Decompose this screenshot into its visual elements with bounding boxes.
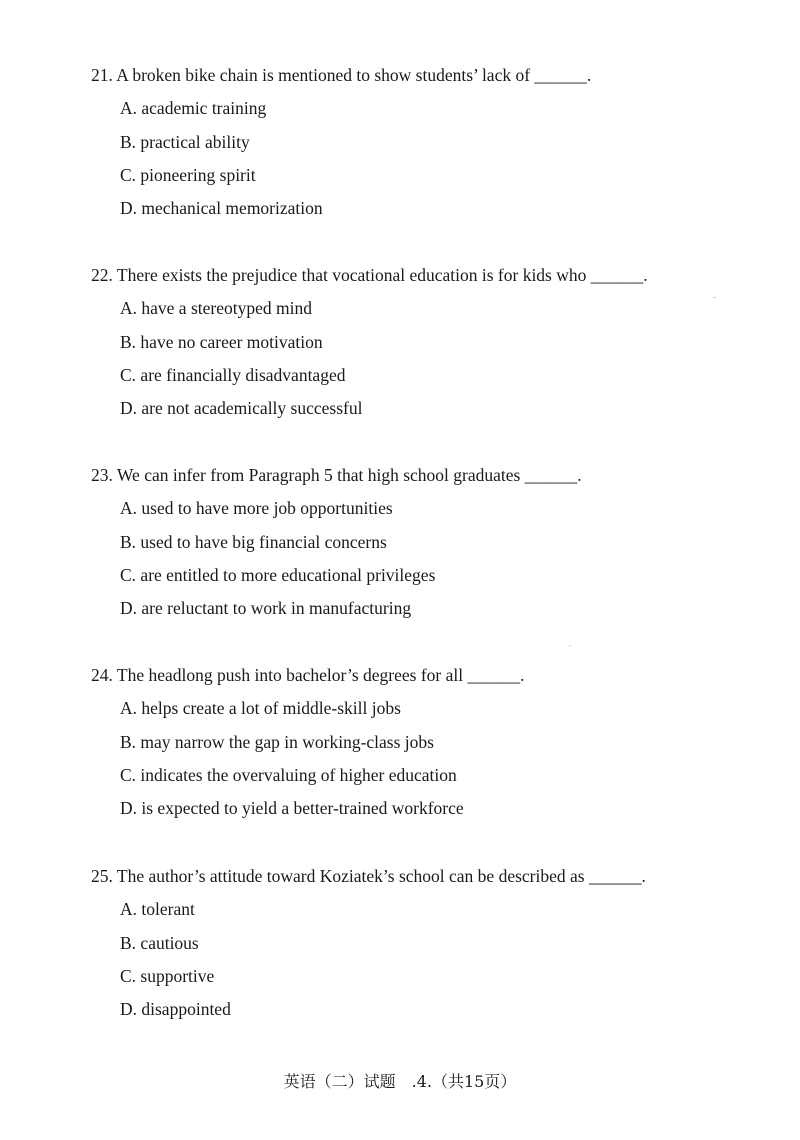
question-stem: 21. A broken bike chain is mentioned to show students’ lack of ______. (91, 65, 592, 85)
option-d: D. disappointed (120, 999, 231, 1020)
question-24 (91, 664, 731, 819)
question-stem: 22. There exists the prejudice that vocational education is for kids who ______. (91, 265, 648, 285)
option-b: B. used to have big financial concerns (120, 531, 387, 552)
option-a: A. tolerant (120, 899, 195, 920)
option-d: D. mechanical memorization (120, 198, 323, 219)
option-a: A. have a stereotyped mind (120, 298, 312, 319)
option-b: B. practical ability (120, 131, 250, 152)
question-stem: 23. We can infer from Paragraph 5 that high school graduates ______. (91, 465, 582, 485)
question-stem: 24. The headlong push into bachelor’s degrees for all ______. (91, 665, 525, 685)
option-c: C. are financially disadvantaged (120, 364, 346, 385)
question-stem: 25. The author’s attitude toward Koziatek’s school can be described as ______. (91, 866, 646, 886)
option-a: A. helps create a lot of middle-skill jobs (120, 698, 401, 719)
question-22 (91, 264, 731, 419)
option-a: A. academic training (120, 98, 267, 119)
option-b: B. cautious (120, 932, 199, 953)
option-b: B. have no career motivation (120, 331, 323, 352)
page-footer: 英语（二）试题 .4.（共15页） (283, 1072, 517, 1091)
option-b: B. may narrow the gap in working-class jobs (120, 731, 434, 752)
option-d: D. are not academically successful (120, 398, 363, 419)
scan-speck (713, 297, 716, 298)
option-c: C. are entitled to more educational privileges (120, 564, 436, 585)
option-c: C. indicates the overvaluing of higher education (120, 764, 457, 785)
option-c: C. supportive (120, 965, 215, 986)
option-a: A. used to have more job opportunities (120, 498, 393, 519)
option-c: C. pioneering spirit (120, 164, 256, 185)
question-21 (91, 64, 731, 219)
option-d: D. is expected to yield a better-trained workforce (120, 798, 464, 819)
question-25 (91, 865, 731, 1020)
question-23 (91, 464, 731, 619)
option-d: D. are reluctant to work in manufacturing (120, 598, 412, 619)
scan-speck (569, 645, 571, 646)
